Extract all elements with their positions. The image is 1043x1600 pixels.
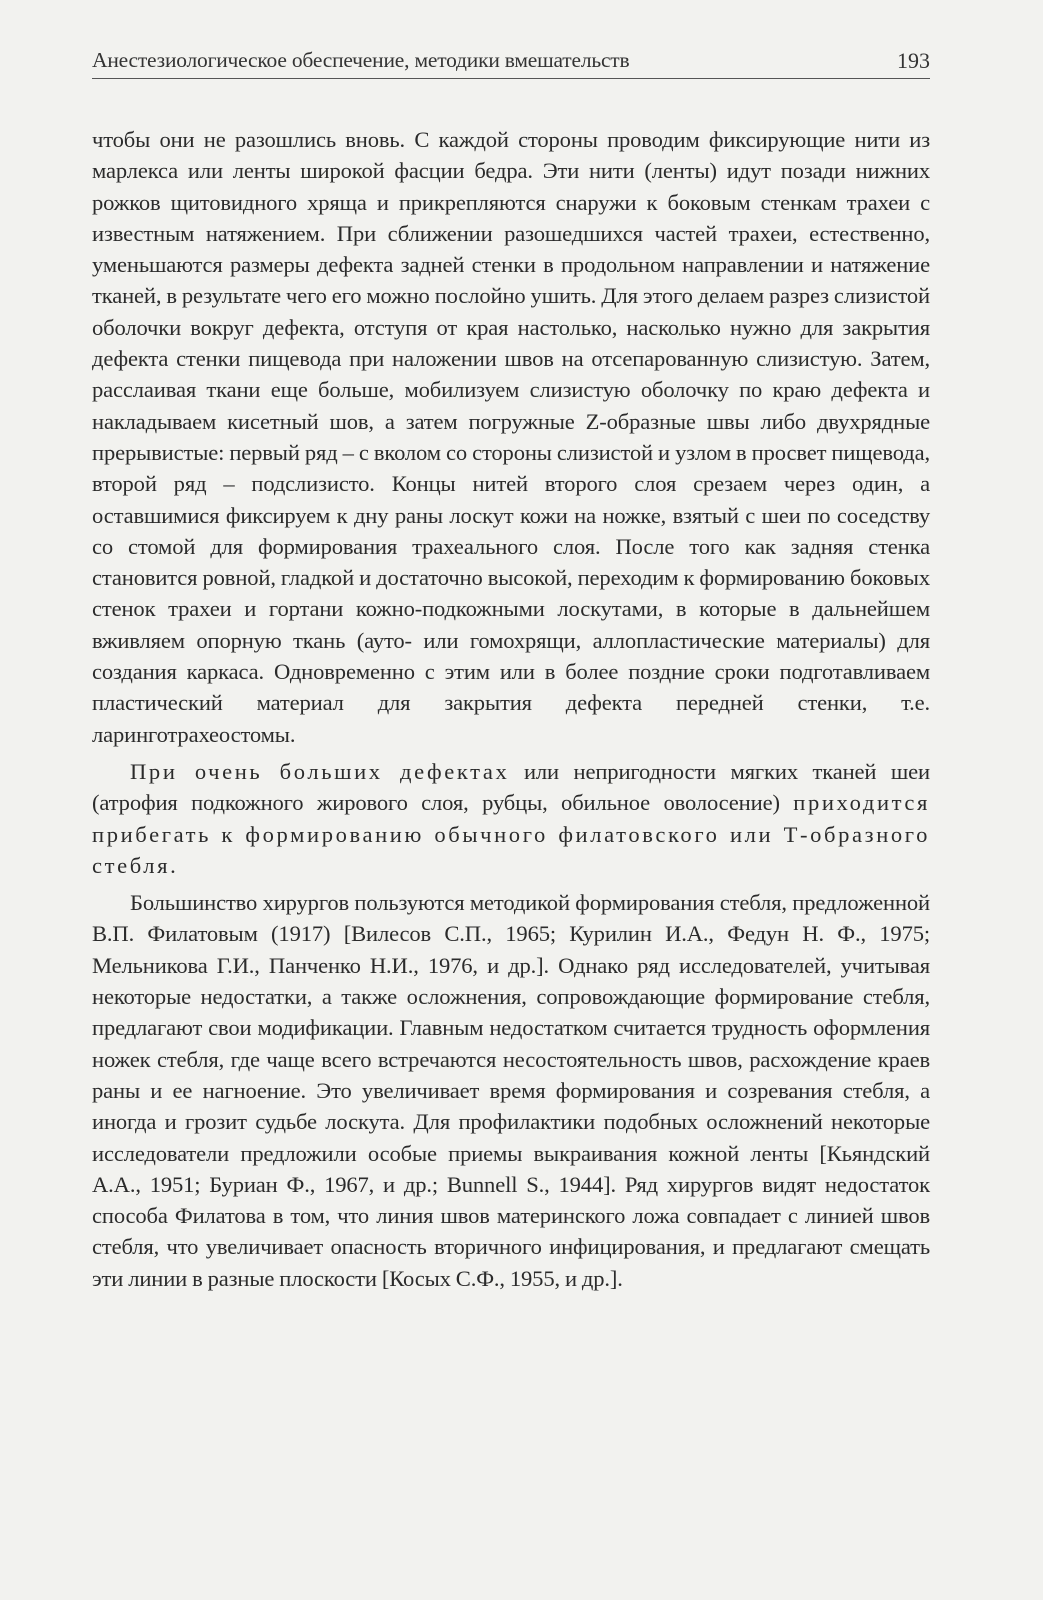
running-header [92, 44, 930, 79]
spaced-emphasis-end: приходится прибегать к формированию обычного филатовского или Т-образного стебля. [92, 790, 930, 878]
paragraph-2 [92, 756, 930, 881]
page-number: 193 [897, 48, 930, 73]
body-text [92, 124, 930, 1294]
paragraph-3: Большинство хирургов пользуются методикой формирования стебля, предложенной В.П. Филатовым (1917) [Вилесов С.П., 1965; Курилин И.А., Федун Н. Ф., 1975; Мельникова Г.И., Панченко Н.И., 1976, и др.]. Однако ряд исследователей, учитывая некоторые недостатки, а также осложнения, сопровождающие формирование стебля, предлагают свои модификации. Главным недостатком считается трудность оформления ножек стебля, где чаще всего встречаются несостоятельность швов, расхождение краев раны и ее нагноение. Это увеличивает время формирования и созревания стебля, а иногда и грозит судьбе лоскута. Для профилактики подобных осложнений некоторые исследователи предложили особые приемы выкраивания кожной ленты [Кьяндский А.А., 1951; Буриан Ф., 1967, и др.; Bunnell S., 1944]. Ряд хирургов видят недостаток способа Филатова в том, что линия швов материнского ложа совпадает с линией швов стебля, что увеличивает опасность вторичного инфицирования, и предлагают смещать эти линии в разные плоскости [Косых С.Ф., 1955, и др.]. [92, 890, 930, 1291]
running-title: Анестезиологическое обеспечение, методики вмешательств [92, 48, 630, 72]
paragraph-1: чтобы они не разошлись вновь. С каждой стороны проводим фиксирующие нити из марлекса или ленты широкой фасции бедра. Эти нити (ленты) идут позади нижних рожков щитовидного хряща и прикрепляются снаружи к боковым стенкам трахеи с известным натяжением. При сближении разошедшихся частей трахеи, естественно, уменьшаются размеры дефекта задней стенки в продольном направлении и натяжение тканей, в результате чего его можно послойно ушить. Для этого делаем разрез слизистой оболочки вокруг дефекта, отступя от края настолько, насколько нужно для закрытия дефекта стенки пищевода при наложении швов на отсепарованную слизистую. Затем, расслаивая ткани еще больше, мобилизуем слизистую оболочку по краю дефекта и накладываем кисетный шов, а затем погружные Z-образные швы либо двухрядные прерывистые: первый ряд – с вколом со стороны слизистой и узлом в просвет пищевода, второй ряд – подслизисто. Концы нитей второго слоя срезаем через один, а оставшимися фиксируем к дну раны лоскут кожи на ножке, взятый с шеи по соседству со стомой для формирования трахеального слоя. После того как задняя стенка становится ровной, гладкой и достаточно высокой, переходим к формированию боковых стенок трахеи и гортани кожно-подкожными лоскутами, в которые в дальнейшем вживляем опорную ткань (ауто- или гомохрящи, аллопластические материалы) для создания каркаса. Одновременно с этим или в более поздние сроки подготавливаем пластический материал для закрытия дефекта передней стенки, т.е. ларинготрахеостомы. [92, 127, 930, 747]
paragraph-2-middle: или непригодности мягких тканей шеи (атрофия подкожного жирового слоя, рубцы, обильное оволосение) [92, 758, 930, 816]
spaced-emphasis-start: При очень больших дефектах [130, 758, 510, 784]
